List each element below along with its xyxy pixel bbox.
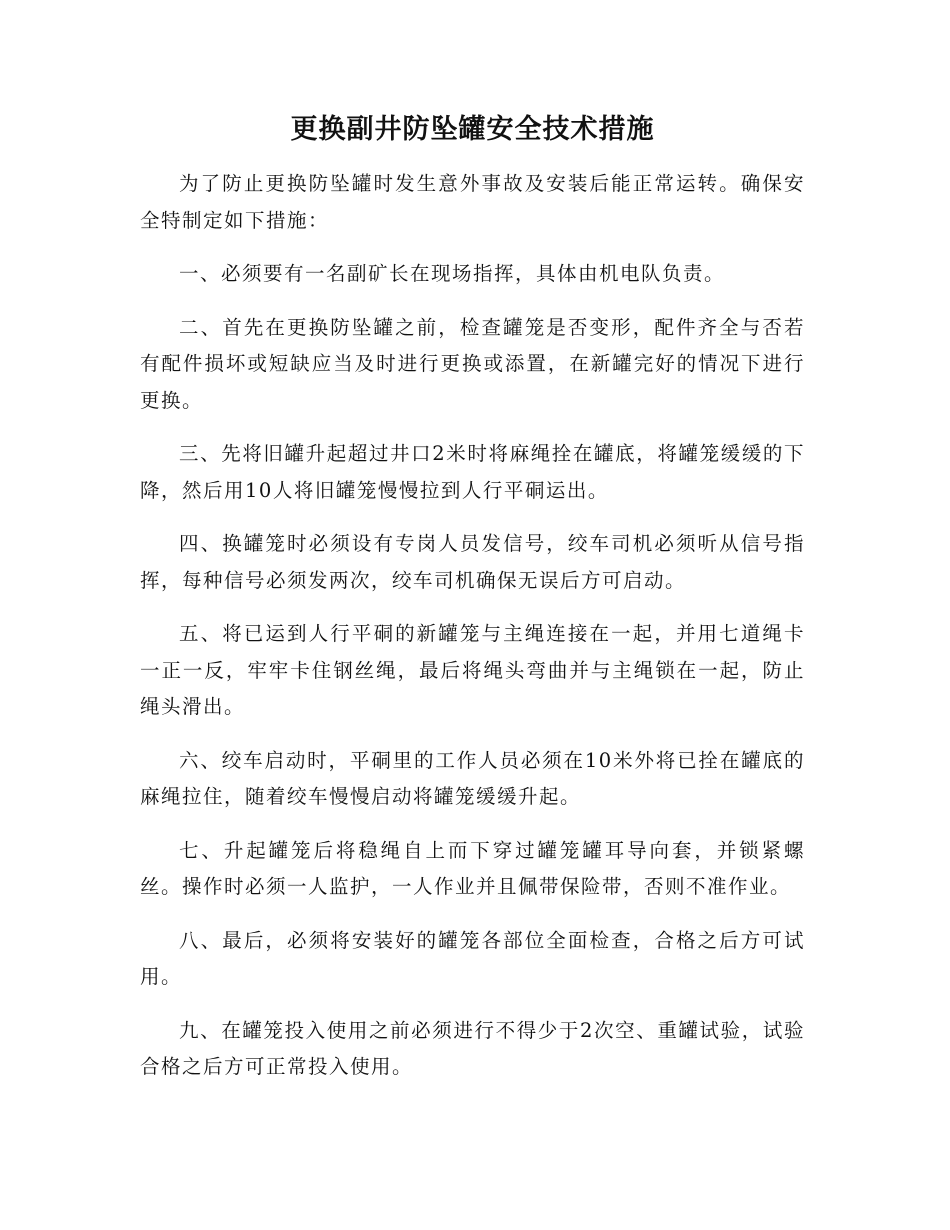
document-page <box>140 108 805 1103</box>
measure-6-paragraph: 六、绞车启动时，平硐里的工作人员必须在10米外将已拴在罐底的麻绳拉住，随着绞车慢慢启动将罐笼缓缓升起。 <box>140 748 805 808</box>
measure-9-paragraph: 九、在罐笼投入使用之前必须进行不得少于2次空、重罐试验，试验合格之后方可正常投入使用。 <box>140 1018 805 1078</box>
document-title: 更换副井防坠罐安全技术措施 <box>290 114 655 145</box>
measure-8-paragraph: 八、最后，必须将安装好的罐笼各部位全面检查，合格之后方可试用。 <box>140 928 805 988</box>
measure-2-paragraph: 二、首先在更换防坠罐之前，检查罐笼是否变形，配件齐全与否若有配件损坏或短缺应当及时进行更换或添置，在新罐完好的情况下进行更换。 <box>140 315 805 412</box>
measure-1-paragraph: 一、必须要有一名副矿长在现场指挥，具体由机电队负责。 <box>179 262 726 285</box>
measure-7-paragraph: 七、升起罐笼后将稳绳自上而下穿过罐笼罐耳导向套，并锁紧螺丝。操作时必须一人监护，一人作业并且佩带保险带，否则不准作业。 <box>140 838 805 898</box>
measure-4-paragraph: 四、换罐笼时必须设有专岗人员发信号，绞车司机必须听从信号指挥，每种信号必须发两次，绞车司机确保无误后方可启动。 <box>140 532 805 592</box>
intro-paragraph: 为了防止更换防坠罐时发生意外事故及安装后能正常运转。确保安全特制定如下措施： <box>140 172 805 232</box>
measure-3-paragraph: 三、先将旧罐升起超过井口2米时将麻绳拴在罐底，将罐笼缓缓的下降，然后用10人将旧罐笼慢慢拉到人行平硐运出。 <box>140 442 805 502</box>
measure-5-paragraph: 五、将已运到人行平硐的新罐笼与主绳连接在一起，并用七道绳卡一正一反，牢牢卡住钢丝绳，最后将绳头弯曲并与主绳锁在一起，防止绳头滑出。 <box>140 622 805 718</box>
